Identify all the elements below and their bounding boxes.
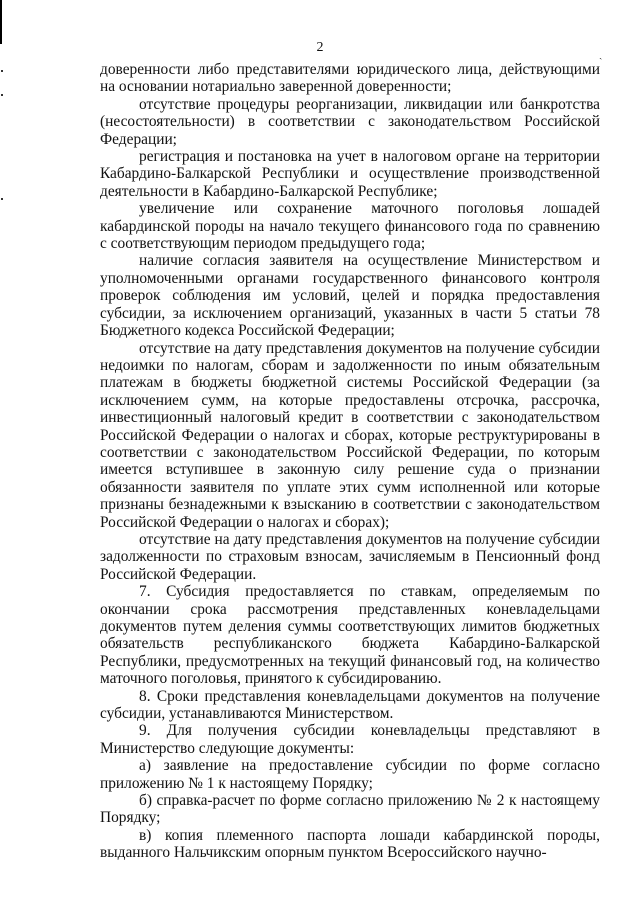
scan-edge-dot [1, 198, 3, 200]
paragraph: отсутствие на дату представления документов на получение субсидии недоимки по налогам, сборам и задолженности по иным обязательным платежам в бюджеты бюджетной системы Российской Федерации (за исключением сумм, на которые предоставлены отсрочка, рассрочка, инвестиционный налоговый кредит в соответствии с законодательством Российской Федерации о налогах и сборах, которые реструктурированы в соответствии с законодательством Российской Федерации, по которым имеется вступившее в законную силу решение суда о признании обязанности заявителя по уплате этих сумм исполненной или которые признаны безнадежными к взысканию в соответствии с законодательством Российской Федерации о налогах и сборах); [100, 339, 600, 531]
paragraph: б) справка-расчет по форме согласно приложению № 2 к настоящему Порядку; [100, 792, 600, 827]
paragraph: 8. Сроки представления коневладельцами документов на получение субсидии, устанавливаются Министерством. [100, 687, 600, 723]
paragraph: доверенности либо представителями юридического лица, действующими на основании нотариально заверенной доверенности; [100, 61, 600, 96]
paragraph: регистрация и постановка на учет в налоговом органе на территории Кабардино-Балкарской Республики и осуществление производственной деятельности в Кабардино-Балкарской Республике; [100, 148, 600, 200]
paragraph: в) копия племенного паспорта лошади кабардинской породы, выданного Нальчикским опорным пунктом Всероссийского научно- [100, 826, 600, 862]
scan-edge-dot [1, 94, 3, 96]
corner-mark: ˏ [599, 49, 603, 60]
paragraph: а) заявление на предоставление субсидии по форме согласно приложению № 1 к настоящему Порядку; [100, 757, 600, 792]
document-body [100, 61, 600, 862]
paragraph: наличие согласия заявителя на осуществление Министерством и уполномоченными органами государственного финансового контроля проверок соблюдения им условий, целей и порядка предоставления субсидии, за исключением организаций, указанных в части 5 статьи 78 Бюджетного кодекса Российской Федерации; [100, 252, 600, 340]
paragraph: 9. Для получения субсидии коневладельцы представляют в Министерство следующие документы: [100, 722, 600, 757]
paragraph: отсутствие на дату представления документов на получение субсидии задолженности по страховым взносам, зачисляемым в Пенсионный фонд Российской Федерации. [100, 530, 600, 583]
paragraph: отсутствие процедуры реорганизации, ликвидации или банкротства (несостоятельности) в соответствии с законодательством Российской Федерации; [100, 95, 600, 148]
scan-edge-dot [1, 70, 3, 72]
paragraph: увеличение или сохранение маточного поголовья лошадей кабардинской породы на начало текущего финансового года по сравнению с соответствующим периодом предыдущего года; [100, 200, 600, 253]
paragraph: 7. Субсидия предоставляется по ставкам, определяемым по окончании срока рассмотрения представленных коневладельцами документов путем деления суммы соответствующих лимитов бюджетных обязательств республиканского бюджета Кабардино-Балкарской Республики, предусмотренных на текущий финансовый год, на количество маточного поголовья, принятого к субсидированию. [100, 583, 600, 688]
scan-edge-mark [0, 0, 2, 44]
page-number: 2 [316, 40, 324, 55]
